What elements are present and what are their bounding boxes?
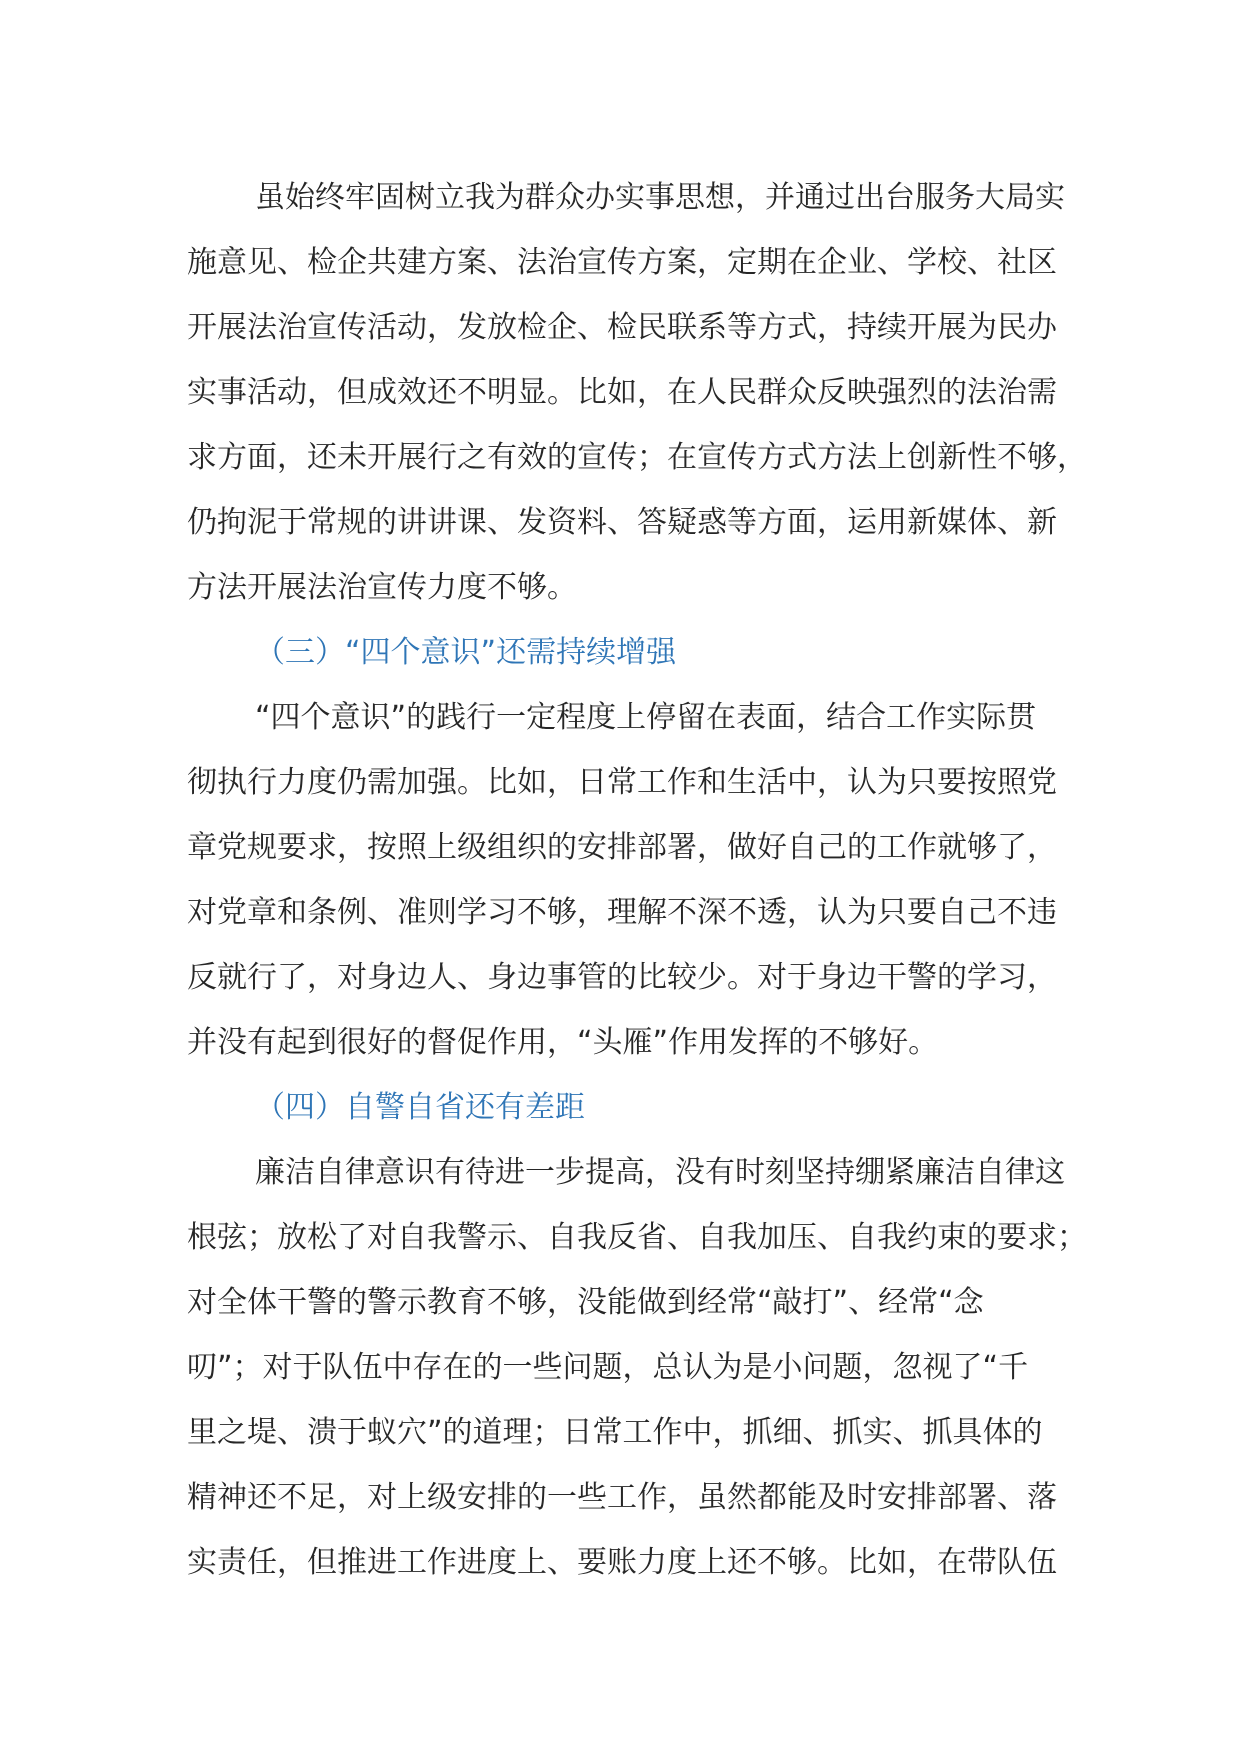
paragraph-line: 根弦；放松了对自我警示、自我反省、自我加压、自我约束的要求；	[187, 1220, 1087, 1255]
paragraph-line: 方法开展法治宣传力度不够。	[187, 570, 577, 605]
paragraph-line: 对全体干警的警示教育不够，没能做到经常“敲打”、经常“念	[187, 1285, 984, 1320]
paragraph-line: 实责任，但推进工作进度上、要账力度上还不够。比如，在带队伍	[187, 1545, 1057, 1580]
paragraph-line: 对党章和条例、准则学习不够，理解不深不透，认为只要自己不违	[187, 895, 1057, 930]
paragraph-line: 精神还不足，对上级安排的一些工作，虽然都能及时安排部署、落	[187, 1480, 1057, 1515]
paragraph-line: 廉洁自律意识有待进一步提高，没有时刻坚持绷紧廉洁自律这	[255, 1155, 1065, 1190]
paragraph-line: 反就行了，对身边人、身边事管的比较少。对于身边干警的学习，	[187, 960, 1057, 995]
paragraph-line: 实事活动，但成效还不明显。比如，在人民群众反映强烈的法治需	[187, 375, 1057, 410]
paragraph-line: 叨”；对于队伍中存在的一些问题，总认为是小问题，忽视了“千	[187, 1350, 1029, 1385]
paragraph-line: 章党规要求，按照上级组织的安排部署，做好自己的工作就够了，	[187, 830, 1057, 865]
document-body	[187, 165, 1087, 1595]
paragraph-line: 并没有起到很好的督促作用，“头雁”作用发挥的不够好。	[187, 1025, 939, 1060]
paragraph-line: 虽始终牢固树立我为群众办实事思想，并通过出台服务大局实	[255, 180, 1065, 215]
paragraph-line: “四个意识”的践行一定程度上停留在表面，结合工作实际贯	[255, 700, 1037, 735]
paragraph-line: 彻执行力度仍需加强。比如，日常工作和生活中，认为只要按照党	[187, 765, 1057, 800]
paragraph-line: 求方面，还未开展行之有效的宣传；在宣传方式方法上创新性不够，	[187, 440, 1087, 475]
paragraph-line: 开展法治宣传活动，发放检企、检民联系等方式，持续开展为民办	[187, 310, 1057, 345]
section-heading-four: （四）自警自省还有差距	[255, 1090, 585, 1125]
paragraph-line: 里之堤、溃于蚁穴”的道理；日常工作中，抓细、抓实、抓具体的	[187, 1415, 1043, 1450]
section-heading-three: （三）“四个意识”还需持续增强	[255, 635, 677, 670]
paragraph-line: 仍拘泥于常规的讲讲课、发资料、答疑惑等方面，运用新媒体、新	[187, 505, 1057, 540]
paragraph-line: 施意见、检企共建方案、法治宣传方案，定期在企业、学校、社区	[187, 245, 1057, 280]
